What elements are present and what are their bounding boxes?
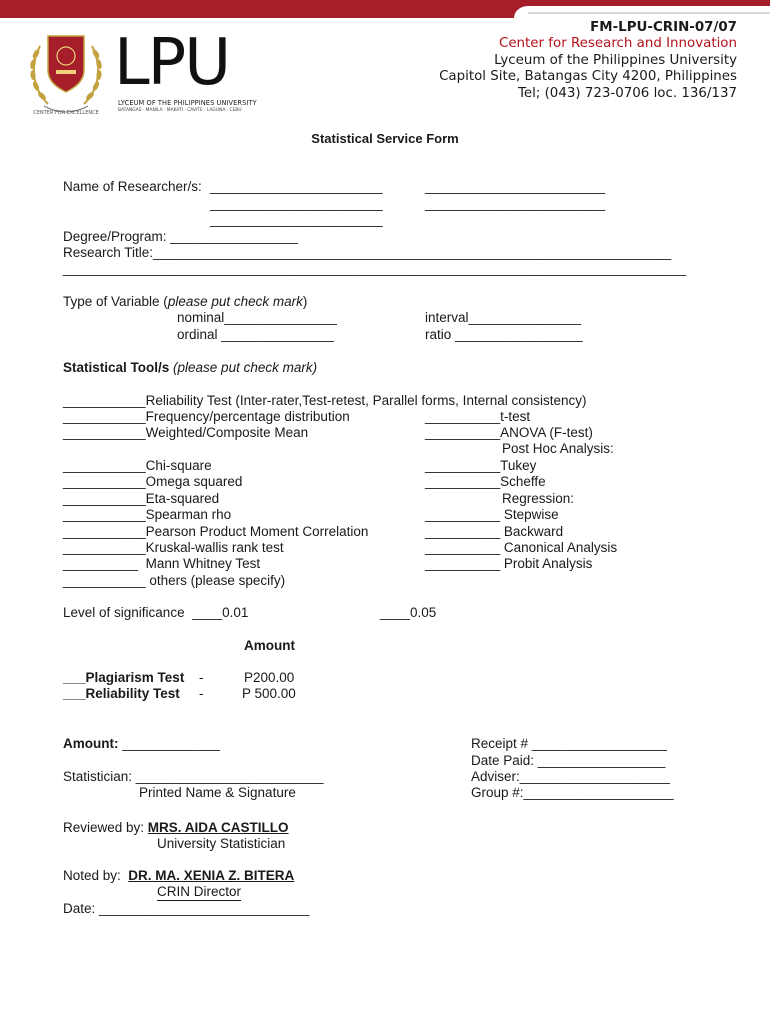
department-name: Center for Research and Innovation (498, 36, 737, 51)
tool-frequency-distribution[interactable]: ___________Frequency/percentage distribution (63, 409, 350, 424)
phone: Tel; (043) 723-0706 loc. 136/137 (517, 86, 737, 101)
tool-canonical-analysis[interactable]: __________ Canonical Analysis (425, 540, 618, 555)
research-title-field[interactable]: Research Title:_____________________________________________________________________ (63, 245, 672, 260)
date-paid-field[interactable]: Date Paid: _________________ (471, 753, 666, 768)
tool-pearson-correlation[interactable]: ___________Pearson Product Moment Correlation (63, 524, 369, 539)
statistical-tools-heading (63, 360, 317, 376)
post-hoc-label: Post Hoc Analysis: (502, 441, 614, 456)
researcher-name-label: Name of Researcher/s: (63, 179, 206, 194)
regression-label: Regression: (502, 491, 575, 506)
reliability-test-option[interactable]: ___Reliability Test (63, 686, 180, 701)
noter-title: CRIN Director (157, 884, 242, 899)
reviewer-name: MRS. AIDA CASTILLO (147, 820, 289, 835)
group-field[interactable]: Group #:____________________ (471, 785, 674, 800)
amount-field[interactable] (63, 736, 220, 752)
amount-label: Amount: (63, 736, 119, 751)
researcher-name-field-4[interactable]: ________________________ (425, 196, 606, 211)
date-field[interactable]: Date: ____________________________ (63, 901, 310, 916)
receipt-field[interactable]: Receipt # __________________ (471, 736, 667, 751)
researcher-name-field-3[interactable]: _______________________ (210, 196, 383, 211)
logo-wordmark: LPU (114, 26, 230, 100)
university-seal-icon (26, 26, 106, 120)
tool-kruskal-wallis[interactable]: ___________Kruskal-wallis rank test (63, 540, 284, 555)
variable-ratio-option[interactable]: ratio _________________ (425, 327, 583, 342)
tool-t-test[interactable]: __________t-test (425, 409, 531, 424)
tool-tukey[interactable]: __________Tukey (425, 458, 537, 473)
amount-header: Amount (244, 638, 295, 653)
university-name: Lyceum of the Philippines University (494, 53, 737, 68)
tool-eta-squared[interactable]: ___________Eta-squared (63, 491, 220, 506)
header-bar-line (528, 12, 770, 14)
plagiarism-test-price: P200.00 (244, 670, 295, 685)
significance-0-01-option[interactable]: Level of significance ____0.01 (63, 605, 249, 620)
research-title-line-2[interactable]: ___________________________________________________________________________________ (63, 261, 687, 276)
variable-ordinal-option[interactable]: ordinal _______________ (177, 327, 334, 342)
address: Capitol Site, Batangas City 4200, Philippines (439, 69, 737, 84)
reviewer-title: University Statistician (157, 836, 286, 851)
researcher-name-field-1[interactable]: _______________________ (210, 179, 383, 194)
researcher-name-field-2[interactable]: ________________________ (425, 179, 606, 194)
tool-anova[interactable]: __________ANOVA (F-test) (425, 425, 593, 440)
page-title: Statistical Service Form (311, 131, 459, 146)
plagiarism-test-option[interactable]: ___Plagiarism Test (63, 670, 185, 685)
statistical-tools-instruction: (please put check mark) (173, 360, 318, 375)
noter-name: DR. MA. XENIA Z. BITERA (128, 868, 295, 883)
tool-others[interactable]: ___________ others (please specify) (63, 573, 286, 588)
researcher-name-field-5[interactable]: _______________________ (210, 212, 383, 227)
form-code: FM-LPU-CRIN-07/07 (590, 20, 737, 35)
degree-program-field[interactable]: Degree/Program: _________________ (63, 229, 298, 244)
plagiarism-test-dash: - (199, 670, 204, 685)
tool-omega-squared[interactable]: ___________Omega squared (63, 474, 243, 489)
tool-chi-square[interactable]: ___________Chi-square (63, 458, 212, 473)
tool-weighted-mean[interactable]: ___________Weighted/Composite Mean (63, 425, 309, 440)
tool-backward[interactable]: __________ Backward (425, 524, 564, 539)
adviser-field[interactable]: Adviser:____________________ (471, 769, 670, 784)
noted-by (63, 868, 294, 884)
svg-text:CENTER FOR EXCELLENCE: CENTER FOR EXCELLENCE (33, 110, 99, 116)
variable-type-label: Type of Variable ( (63, 294, 168, 309)
logo-subtitle: LYCEUM OF THE PHILIPPINES UNIVERSITY (118, 99, 257, 107)
amount-blank: _____________ (118, 736, 220, 751)
variable-nominal-option[interactable]: nominal_______________ (177, 310, 337, 325)
variable-type-label-end: ) (302, 294, 308, 309)
reliability-test-dash: - (199, 686, 204, 701)
logo-subtitle-small: BATANGAS · MANILA · MAKATI · CAVITE · LAGUNA · CEBU (118, 108, 242, 113)
variable-interval-option[interactable]: interval_______________ (425, 310, 582, 325)
noted-by-label: Noted by: (63, 868, 129, 883)
reviewed-by-label: Reviewed by: (63, 820, 148, 835)
variable-type-heading (63, 294, 307, 310)
variable-type-instruction: please put check mark (167, 294, 303, 309)
statistical-tools-label: Statistical Tool/s (63, 360, 174, 375)
tool-spearman-rho[interactable]: ___________Spearman rho (63, 507, 232, 522)
printed-name-caption: Printed Name & Signature (139, 785, 296, 800)
tool-mann-whitney[interactable]: __________ Mann Whitney Test (63, 556, 261, 571)
tool-reliability-test[interactable]: ___________Reliability Test (Inter-rater,Test-retest, Parallel forms, Internal consistency) (63, 393, 587, 408)
tool-scheffe[interactable]: __________Scheffe (425, 474, 546, 489)
tool-probit-analysis[interactable]: __________ Probit Analysis (425, 556, 593, 571)
statistician-field[interactable]: Statistician: _________________________ (63, 769, 324, 784)
tool-stepwise[interactable]: __________ Stepwise (425, 507, 559, 522)
reviewed-by (63, 820, 289, 836)
significance-0-05-option[interactable]: ____0.05 (380, 605, 437, 620)
reliability-test-price: P 500.00 (242, 686, 296, 701)
